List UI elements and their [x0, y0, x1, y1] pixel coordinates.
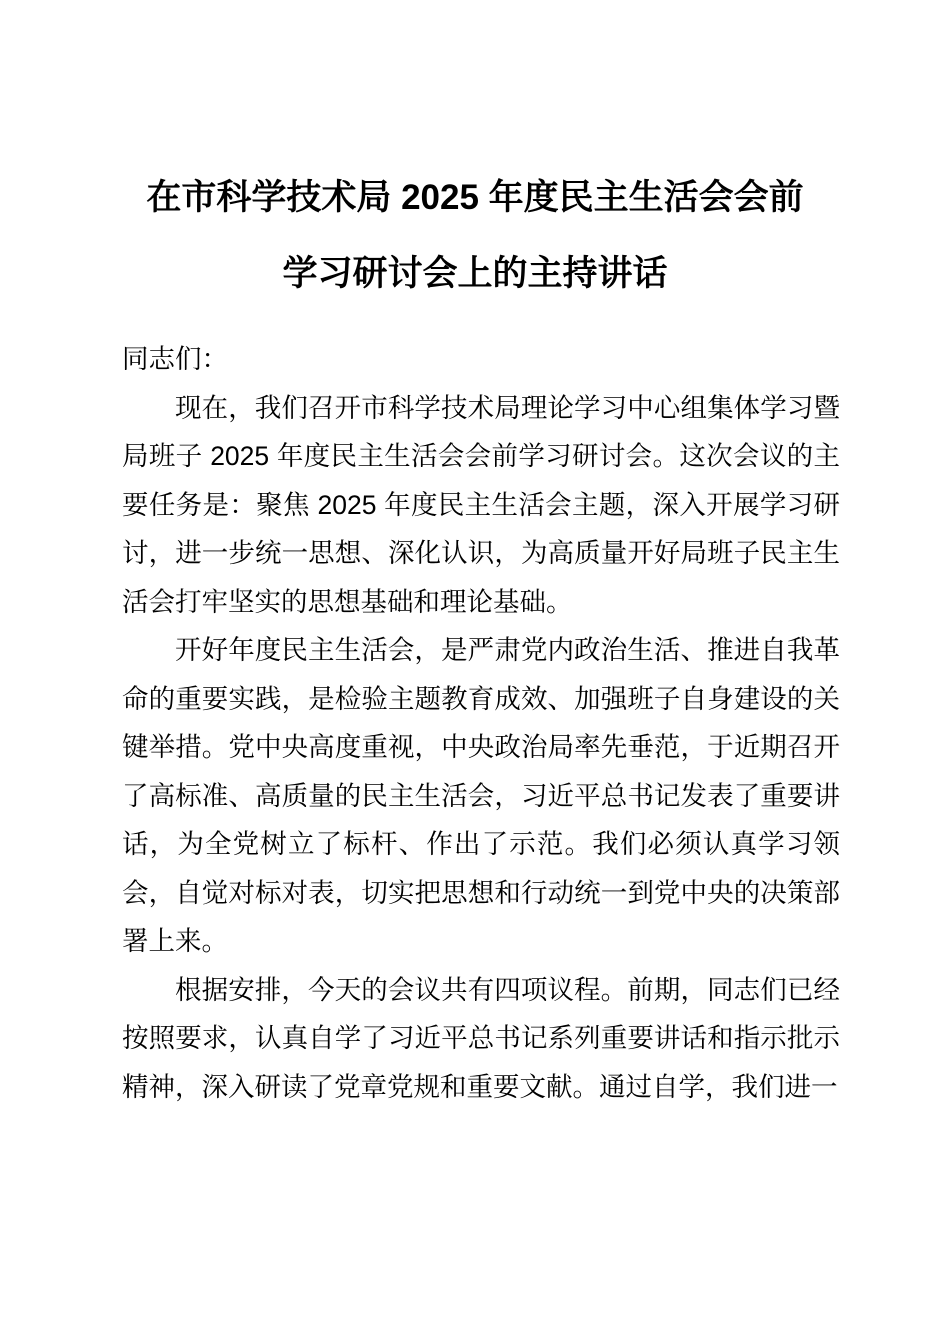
body-paragraph-1: 现在，我们召开市科学技术局理论学习中心组集体学习暨局班子 2025 年度民主生活会会前学习研讨会。这次会议的主要任务是：聚焦 2025 年度民主生活会主题，深入开展学习研讨，进一步统一思想、深化认识，为高质量开好局班子民主生活会打牢坚实的思想基础和理论基础。	[122, 392, 840, 617]
body-paragraph-2: 开好年度民主生活会，是严肃党内政治生活、推进自我革命的重要实践，是检验主题教育成效、加强班子自身建设的关键举措。党中央高度重视，中央政治局率先垂范，于近期召开了高标准、高质量的民主生活会，习近平总书记发表了重要讲话，为全党树立了标杆、作出了示范。我们必须认真学习领会，自觉对标对表，切实把思想和行动统一到党中央的决策部署上来。	[122, 635, 840, 956]
salutation: 同志们：	[122, 344, 228, 374]
title-line-1: 在市科学技术局 2025 年度民主生活会会前	[146, 178, 804, 217]
title-line-2: 学习研讨会上的主持讲话	[282, 254, 668, 293]
body-paragraph-3: 根据安排，今天的会议共有四项议程。前期，同志们已经按照要求，认真自学了习近平总书记系列重要讲话和指示批示精神，深入研读了党章党规和重要文献。通过自学，我们进一	[122, 974, 840, 1102]
document-title	[116, 160, 834, 312]
document-body	[122, 335, 840, 1111]
